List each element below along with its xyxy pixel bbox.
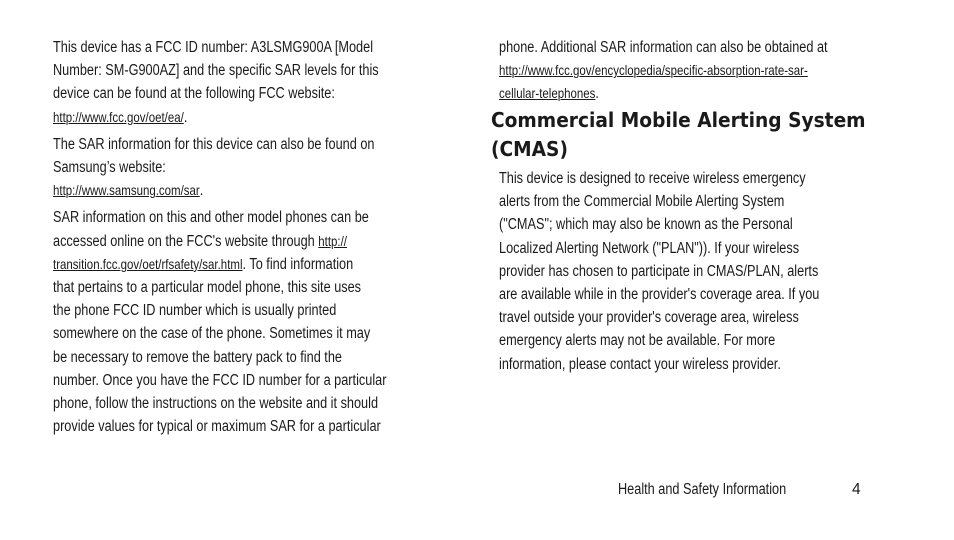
text-line: Localized Alerting Network ("PLAN")). If your wireless xyxy=(499,239,800,257)
text-line xyxy=(53,253,381,276)
fcc-sar-link-part2[interactable]: transition.fcc.gov/oet/rfsafety/sar.html xyxy=(53,255,243,272)
samsung-sar-paragraph xyxy=(53,133,453,203)
fcc-ea-link[interactable]: http://www.fcc.gov/oet/ea/ xyxy=(53,108,184,125)
text-line: emergency alerts may not be available. For more xyxy=(499,332,776,350)
text-line: alerts from the Commercial Mobile Alerting System xyxy=(499,193,785,211)
text-line: travel outside your provider's coverage area, wireless xyxy=(499,309,799,327)
right-column-continuation xyxy=(499,36,899,110)
cmas-paragraph xyxy=(499,167,899,376)
fcc-sar-link-part1[interactable]: http:// xyxy=(318,232,347,249)
fcc-website-paragraph xyxy=(53,206,453,438)
text-line: phone. Additional SAR information can also be obtained at xyxy=(499,39,828,56)
text-segment: accessed online on the FCC's website through xyxy=(53,232,319,250)
heading-line: (CMAS) xyxy=(491,137,568,161)
text-line: This device is designed to receive wireless emergency xyxy=(499,170,806,187)
text-line: number. Once you have the FCC ID number for a particular xyxy=(53,371,387,389)
text-line: Number: SM-G900AZ] and the specific SAR levels for this xyxy=(53,62,379,80)
fcc-encyclopedia-link-part2[interactable]: cellular-telephones xyxy=(499,85,596,102)
text-line xyxy=(53,106,381,129)
text-line: device can be found at the following FCC website: xyxy=(53,85,335,103)
text-line: ("CMAS"; which may also be known as the Personal xyxy=(499,216,793,234)
footer-title-text: Health and Safety Information xyxy=(618,481,787,498)
text-line: provide values for typical or maximum SAR for a particular xyxy=(53,418,381,436)
additional-sar-paragraph xyxy=(499,36,899,106)
text-line: This device has a FCC ID number: A3LSMG900A [Model xyxy=(53,39,374,56)
text-line xyxy=(499,82,827,105)
punctuation: . xyxy=(595,85,599,103)
text-line: be necessary to remove the battery pack to find the xyxy=(53,348,342,366)
text-line: information, please contact your wireless provider. xyxy=(499,355,781,373)
page-number: 4 xyxy=(852,481,861,498)
text-line: The SAR information for this device can also be found on xyxy=(53,135,375,153)
text-line: are available while in the provider's coverage area. If you xyxy=(499,286,820,304)
text-line xyxy=(53,179,381,202)
footer-section-title xyxy=(618,478,823,501)
text-line: phone, follow the instructions on the website and it should xyxy=(53,395,379,413)
text-line: SAR information on this and other model phones can be xyxy=(53,209,369,227)
cmas-heading xyxy=(491,106,894,164)
punctuation: . xyxy=(199,182,204,200)
heading-line: Commercial Mobile Alerting System xyxy=(491,108,866,132)
text-line: Samsung’s website: xyxy=(53,159,166,177)
fcc-id-paragraph xyxy=(53,36,453,129)
text-segment: . To find information xyxy=(242,255,354,273)
fcc-encyclopedia-link-part1[interactable]: http://www.fcc.gov/encyclopedia/specific-absorption-rate-sar- xyxy=(499,62,808,79)
samsung-sar-link[interactable]: http://www.samsung.com/sar xyxy=(53,182,200,199)
text-line: somewhere on the case of the phone. Sometimes it may xyxy=(53,325,371,343)
text-line xyxy=(53,230,381,253)
left-column xyxy=(53,36,453,442)
text-line: that pertains to a particular model phone, this site uses xyxy=(53,279,362,297)
punctuation: . xyxy=(183,108,188,126)
text-line: provider has chosen to participate in CMAS/PLAN, alerts xyxy=(499,262,819,280)
text-line: the phone FCC ID number which is usually printed xyxy=(53,302,337,320)
text-line xyxy=(499,59,827,82)
